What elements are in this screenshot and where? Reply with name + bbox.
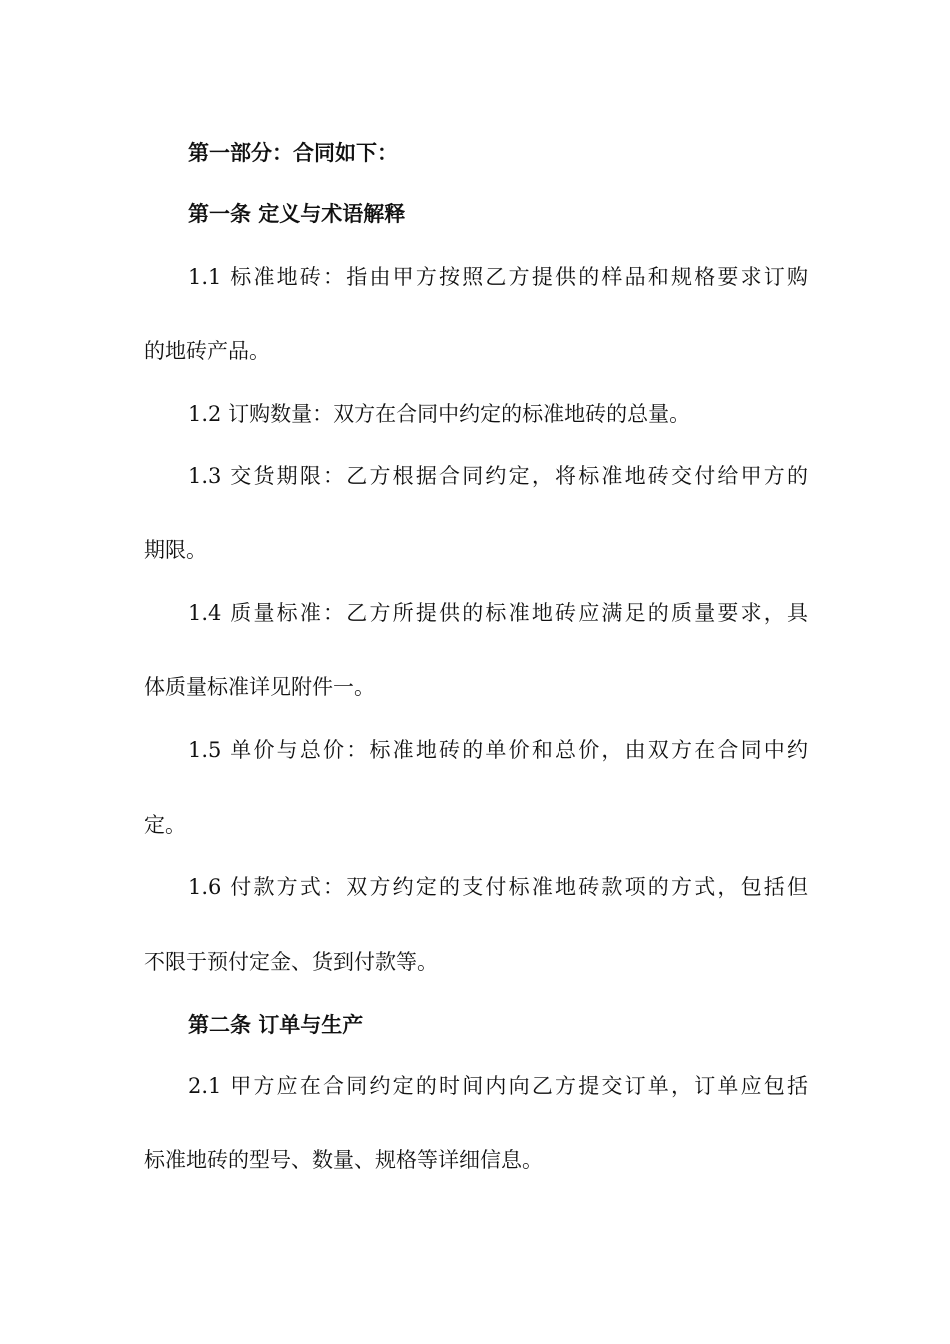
clause-1-1-line-2: 的地砖产品。 [144, 339, 270, 363]
clause-1-4-line-1: 1.4 质量标准：乙方所提供的标准地砖应满足的质量要求，具 [188, 601, 808, 625]
clause-1-1-line-1: 1.1 标准地砖：指由甲方按照乙方提供的样品和规格要求订购 [188, 265, 808, 289]
clause-1-6-line-1: 1.6 付款方式：双方约定的支付标准地砖款项的方式，包括但 [188, 875, 808, 899]
clause-2-1-line-1: 2.1 甲方应在合同约定的时间内向乙方提交订单，订单应包括 [188, 1074, 808, 1098]
clause-1-4-line-2: 体质量标准详见附件一。 [144, 675, 375, 699]
article-1-heading: 第一条 定义与术语解释 [188, 202, 406, 226]
clause-1-3-line-1: 1.3 交货期限：乙方根据合同约定，将标准地砖交付给甲方的 [188, 464, 808, 488]
article-2-heading: 第二条 订单与生产 [188, 1013, 364, 1037]
clause-2-1-line-2: 标准地砖的型号、数量、规格等详细信息。 [144, 1148, 543, 1172]
clause-1-5-line-2: 定。 [144, 813, 186, 837]
clause-1-6-line-2: 不限于预付定金、货到付款等。 [144, 950, 438, 974]
clause-1-3-line-2: 期限。 [144, 538, 207, 562]
clause-1-2-line-1: 1.2 订购数量：双方在合同中约定的标准地砖的总量。 [188, 402, 691, 426]
part-title: 第一部分：合同如下： [188, 141, 398, 165]
clause-1-5-line-1: 1.5 单价与总价：标准地砖的单价和总价，由双方在合同中约 [188, 738, 808, 762]
